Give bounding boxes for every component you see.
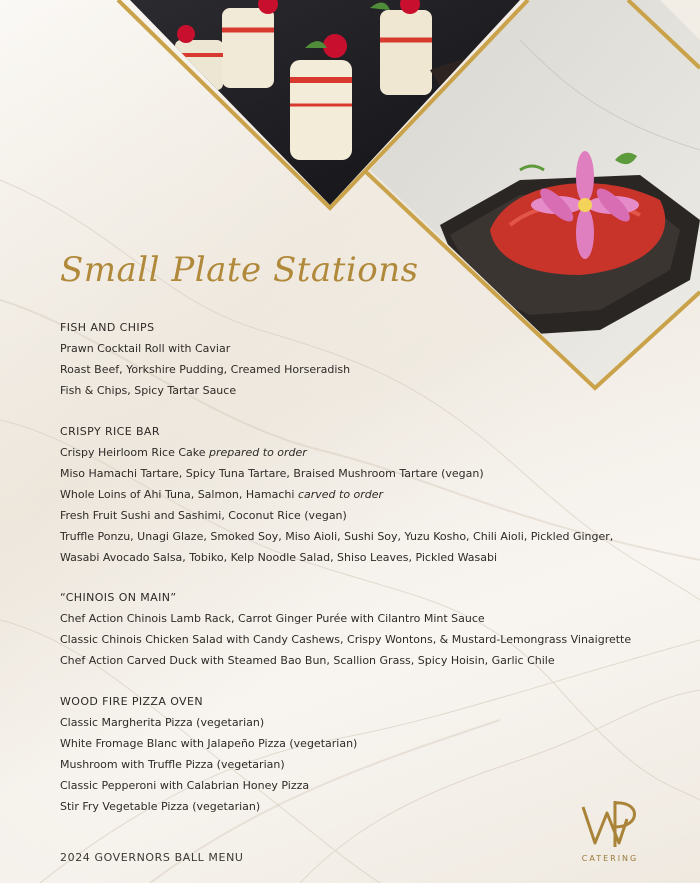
menu-item: Chef Action Carved Duck with Steamed Bao Bun, Scallion Grass, Spicy Hoisin, Garlic Chile	[60, 654, 555, 667]
section-crispy-rice-bar	[60, 421, 613, 568]
menu-item: Whole Loins of Ahi Tuna, Salmon, Hamachi carved to order	[60, 488, 384, 501]
menu-item: Crispy Heirloom Rice Cake prepared to order	[60, 446, 307, 459]
menu-item: Fresh Fruit Sushi and Sashimi, Coconut Rice (vegan)	[60, 509, 347, 522]
menu-item: Classic Margherita Pizza (vegetarian)	[60, 716, 265, 729]
menu-item: Truffle Ponzu, Unagi Glaze, Smoked Soy, Miso Aioli, Sushi Soy, Yuzu Kosho, Chili Aioli, Pickled Ginger,	[60, 530, 614, 543]
menu-item: Fish & Chips, Spicy Tartar Sauce	[60, 384, 237, 397]
logo-label: CATERING	[581, 854, 639, 863]
section-heading: CRISPY RICE BAR	[60, 425, 160, 438]
section-wood-fire-pizza-oven	[60, 691, 357, 817]
menu-item: Classic Chinois Chicken Salad with Candy Cashews, Crispy Wontons, & Mustard-Lemongrass Vinaigrette	[60, 633, 632, 646]
menu-item: Chef Action Chinois Lamb Rack, Carrot Ginger Purée with Cilantro Mint Sauce	[60, 612, 485, 625]
section-chinois-on-main	[60, 587, 631, 671]
section-heading: WOOD FIRE PIZZA OVEN	[60, 695, 203, 708]
menu-item: Wasabi Avocado Salsa, Tobiko, Kelp Noodle Salad, Shiso Leaves, Pickled Wasabi	[60, 551, 498, 564]
menu-item-note: prepared to order	[209, 446, 307, 459]
menu-item: Roast Beef, Yorkshire Pudding, Creamed Horseradish	[60, 363, 351, 376]
menu-item: Mushroom with Truffle Pizza (vegetarian)	[60, 758, 285, 771]
footer-menu-title: 2024 GOVERNORS BALL MENU	[60, 851, 244, 864]
wp-monogram-icon	[575, 797, 645, 853]
menu-item: Miso Hamachi Tartare, Spicy Tuna Tartare, Braised Mushroom Tartare (vegan)	[60, 467, 484, 480]
section-heading: FISH AND CHIPS	[60, 321, 155, 334]
menu-item: Prawn Cocktail Roll with Caviar	[60, 342, 231, 355]
wp-catering-logo	[575, 797, 645, 867]
menu-item-note: carved to order	[297, 488, 384, 501]
menu-item: Stir Fry Vegetable Pizza (vegetarian)	[60, 800, 261, 813]
section-heading: “CHINOIS ON MAIN”	[60, 591, 177, 604]
section-fish-and-chips	[60, 317, 350, 401]
menu-item: White Fromage Blanc with Jalapeño Pizza (vegetarian)	[60, 737, 358, 750]
menu-item: Classic Pepperoni with Calabrian Honey Pizza	[60, 779, 310, 792]
page-title: Small Plate Stations	[60, 250, 419, 290]
